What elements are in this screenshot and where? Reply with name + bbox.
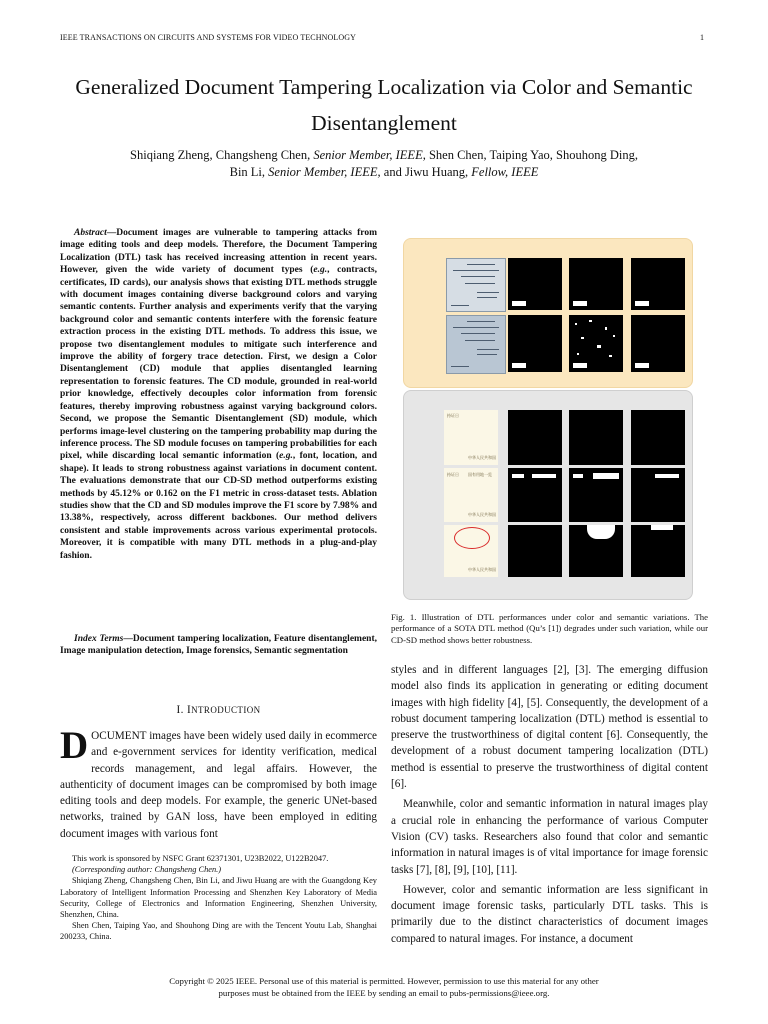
footnote-affiliation: Shen Chen, Taiping Yao, and Shouhong Ding are with the Tencent Youtu Lab, Shanghai 200233, China. (60, 921, 377, 942)
section-heading (60, 704, 377, 716)
index-terms (60, 633, 377, 658)
footnote-corresponding: (Corresponding author: Changsheng Chen.) (72, 865, 222, 875)
tamper-mask (569, 525, 623, 577)
document-image (444, 410, 498, 465)
doc-text: 中华人民共和国 (468, 455, 496, 460)
author-grade: Senior Member, IEEE, (268, 165, 381, 179)
figure-color-panel (403, 238, 693, 388)
figure-caption: Fig. 1. Illustration of DTL performances under color and semantic variations. The performance of a SOTA DTL method (Qu’s [1]) degrades under such variation, while our CD-SD method shows better robustness. (391, 612, 708, 645)
tamper-mask-noisy (569, 315, 623, 372)
author-grade: Fellow, IEEE (471, 165, 539, 179)
author-names: Shiqiang Zheng, Changsheng Chen, (130, 148, 311, 162)
doc-text: 持证日 (447, 472, 459, 477)
copyright-footer (60, 975, 708, 999)
tamper-mask (508, 258, 562, 310)
abstract-eg: e.g. (313, 265, 328, 276)
author-list (40, 147, 728, 181)
copyright-line: purposes must be obtained from the IEEE by sending an email to pubs-permissions@ieee.org. (218, 988, 550, 998)
abstract-text: , font, location, and shape). It leads to strong robustness against variations in document content. The evaluations demonstrate that our CD-SD method outperforms existing methods by 45.12% or 0.162 on the F1 metric in cross-dataset tests. Ablation studies show that the CD and SD modules improve the F1 score by 7.98% and 13.38%, respectively, across different backbones. Our method delivers consistent and stable improvements across various experimental protocols. Moreover, it is compatible with many DTL methods in a plug-and-play fashion. (60, 451, 377, 561)
footnote-sponsor: This work is sponsored by NSFC Grant 62371301, U23B2022, U122B2047. (72, 854, 329, 863)
index-terms-label: Index Terms (74, 634, 124, 644)
stamp-icon (454, 527, 490, 549)
tamper-mask (569, 468, 623, 522)
author-grade: Senior Member, IEEE, (313, 148, 426, 162)
author-line-2 (40, 164, 728, 181)
intro-paragraph (60, 724, 377, 842)
section-title-rest: NTRODUCTION (191, 705, 261, 715)
author-names: Bin Li, (229, 165, 266, 179)
tamper-mask (569, 410, 623, 465)
tamper-mask (569, 258, 623, 310)
figure-semantic-panel (403, 390, 693, 600)
doc-text: 国有用地一览 (468, 472, 492, 477)
abstract-eg: e.g. (279, 451, 293, 462)
paragraph: styles and in different languages [2], [3]. The emerging diffusion model also finds its application in generating or editing document images with high fidelity [4], [5]. Consequently, the development of a robust document tampering localization (DTL) method is essential to preserve the trustworthiness of digital content [6]. Consequently, the development of a robust document tampering localization (DTL) method is essential to preserve the trustworthiness of digital content [6]. (391, 664, 708, 791)
intro-lead: OCUMENT (91, 730, 147, 742)
tamper-mask (508, 315, 562, 372)
page-number: 1 (700, 33, 705, 42)
doc-text: 持证日 (447, 413, 459, 418)
document-image (444, 468, 498, 522)
paragraph: However, color and semantic information are less significant in document image forensic tasks, particularly DTL tasks. This is primarily due to the distinct characteristics of document images compared to natural images. For instance, a document (391, 883, 708, 945)
tamper-mask (631, 258, 685, 310)
document-image (446, 315, 506, 374)
right-column-text (391, 662, 708, 947)
author-names: and Jiwu Huang, (383, 165, 469, 179)
tamper-mask (508, 468, 562, 522)
author-line-1 (40, 147, 728, 164)
journal-header: IEEE TRANSACTIONS ON CIRCUITS AND SYSTEMS FOR VIDEO TECHNOLOGY (60, 33, 356, 42)
abstract (60, 227, 377, 562)
tamper-mask (631, 410, 685, 465)
doc-text: 中华人民共和国 (468, 567, 496, 572)
section-title-initial: I (186, 704, 192, 716)
index-terms-text: —Document tampering localization, Feature disentanglement, Image manipulation detection, Image forensics, Semantic segmentation (60, 634, 377, 657)
paragraph: Meanwhile, color and semantic information in natural images play a crucial role in enhancing the performance of various Computer Vision (CV) tasks. Researchers also found that color and semantic information in natural images is of vital importance for image forensic tasks [7], [8], [9], [10], [11]. (391, 798, 708, 876)
document-image (446, 258, 506, 312)
tamper-mask (508, 525, 562, 577)
abstract-label: Abstract (74, 228, 107, 238)
footnote-affiliation: Shiqiang Zheng, Changsheng Chen, Bin Li, and Jiwu Huang are with the Guangdong Key Laboratory of Intelligent Information Processing and Shenzhen Key Laboratory of Media Security, College of Electronics and Information Engineering, Shenzhen University, Shenzhen, China. (60, 876, 377, 920)
footnotes (60, 853, 377, 943)
dropcap: D (60, 724, 89, 767)
intro-text: images have been widely used daily in ecommerce and e-government services for identity verification, medical records management, and legal affairs. However, the authenticity of document images can be compromised by both image editing tools and deep models. For example, the generic UNet-based networks, trained by GAN loss, have been employed in editing document images with various font (60, 730, 377, 840)
tamper-mask (508, 410, 562, 465)
document-image (444, 525, 498, 577)
author-names: Shen Chen, Taiping Yao, Shouhong Ding, (428, 148, 638, 162)
abstract-text: , contracts, certificates, ID cards), our analysis shows that existing DTL methods struggle with document images containing diverse background colors and varying semantic contents. Further analysis and experiments verify that the varying background color and semantic contents interfere with the forensic feature extraction process in the existing DTL methods. To address this issue, we propose two disentanglement modules to mitigate such interference and improve the ability of forgery trace detection. First, we design a Color Disentanglement (CD) module that applies disentangled learning representation to forensic features. The CD module, grounded in real-world prior knowledge, effectively decouples color information from forensic features, thereby improving robustness against varying background colors. Second, we propose the Semantic Disentanglement (SD) module, which performs image-level clustering on the tampering probability map during the inference process. The SD module focuses on tampering probabilities for each pixel, while discarding local semantic information ( (60, 265, 377, 462)
tamper-mask (631, 525, 685, 577)
tamper-mask (631, 315, 685, 372)
abstract-text: —Document images are vulnerable to tampering attacks from image editing tools and deep models. Therefore, the Document Tampering Localization (DTL) task has received increasing attention in recent years. However, given the wide variety of document types ( (60, 228, 377, 276)
section-number: I. (176, 704, 184, 716)
paper-title: Generalized Document Tampering Localization via Color and Semantic Disentanglement (75, 75, 693, 135)
tamper-mask (631, 468, 685, 522)
copyright-line: Copyright © 2025 IEEE. Personal use of this material is permitted. However, permission to use this material for any other (169, 976, 599, 986)
doc-text: 中华人民共和国 (468, 512, 496, 517)
